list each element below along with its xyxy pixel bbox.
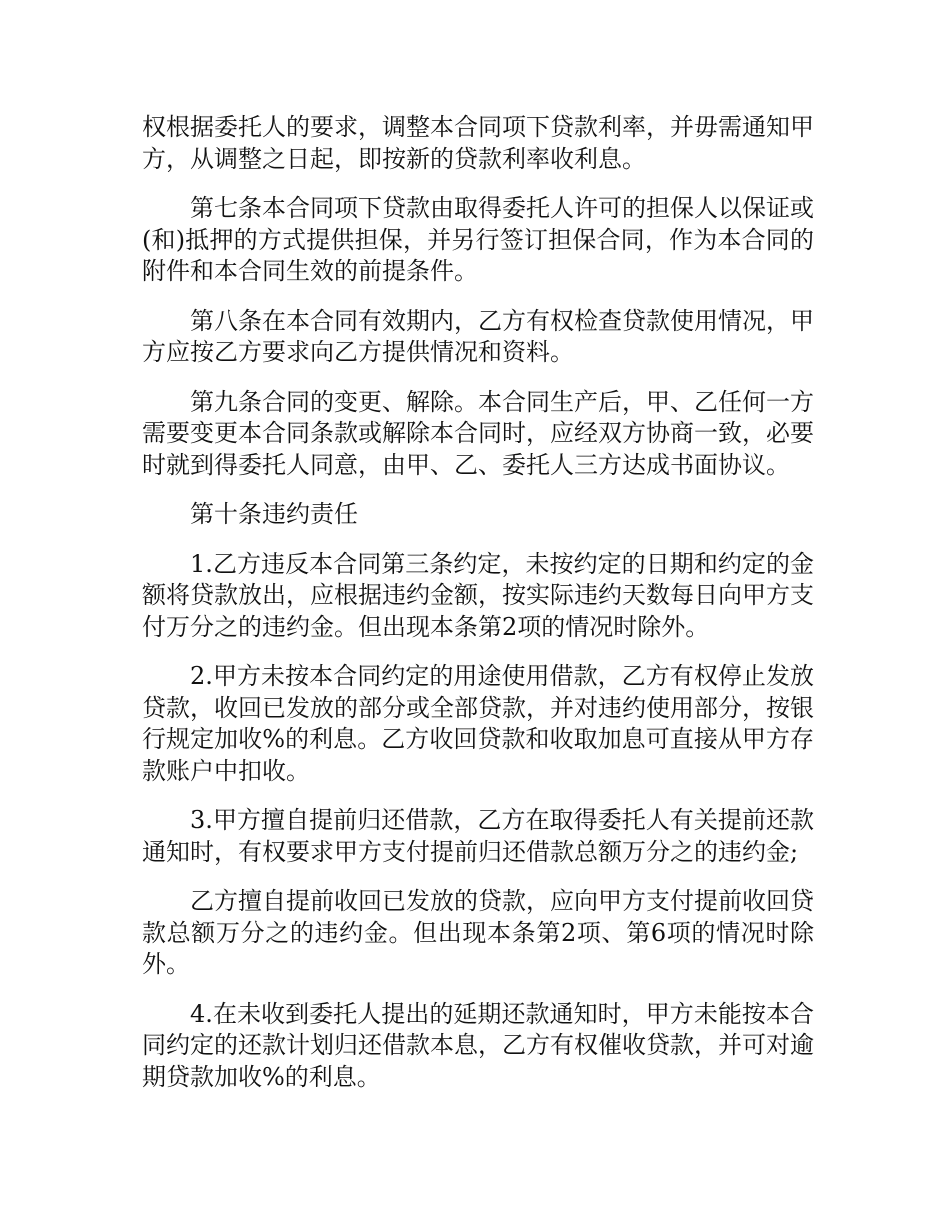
paragraph-item-4: 4.在未收到委托人提出的延期还款通知时，甲方未能按本合同约定的还款计划归还借款本息，乙方有权催收贷款，并可对逾期贷款加收%的利息。 (142, 999, 814, 1091)
paragraph-article-8: 第八条在本合同有效期内，乙方有权检查贷款使用情况，甲方应按乙方要求向乙方提供情况和资料。 (142, 306, 814, 366)
paragraph-article-9: 第九条合同的变更、解除。本合同生产后，甲、乙任何一方需要变更本合同条款或解除本合同时，应经双方协商一致，必要时就到得委托人同意，由甲、乙、委托人三方达成书面协议。 (142, 387, 814, 479)
paragraph-item-3: 3.甲方擅自提前归还借款，乙方在取得委托人有关提前还款通知时，有权要求甲方支付提前归还借款总额万分之的违约金; (142, 806, 814, 866)
paragraph-item-1: 1.乙方违反本合同第三条约定，未按约定的日期和约定的金额将贷款放出，应根据违约金额，按实际违约天数每日向甲方支付万分之的违约金。但出现本条第2项的情况时除外。 (142, 549, 814, 641)
paragraph-item-2: 2.甲方未按本合同约定的用途使用借款，乙方有权停止发放贷款，收回已发放的部分或全部贷款，并对违约使用部分，按银行规定加收%的利息。乙方收回贷款和收取加息可直接从甲方存款账户中扣收。 (142, 662, 814, 785)
paragraph-continuation: 权根据委托人的要求，调整本合同项下贷款利率，并毋需通知甲方，从调整之日起，即按新的贷款利率收利息。 (142, 113, 814, 173)
paragraph-item-3-continued: 乙方擅自提前收回已发放的贷款，应向甲方支付提前收回贷款总额万分之的违约金。但出现本条第2项、第6项的情况时除外。 (142, 887, 814, 978)
paragraph-article-10-heading: 第十条违约责任 (190, 500, 358, 528)
document-body (142, 112, 814, 1111)
paragraph-article-7: 第七条本合同项下贷款由取得委托人许可的担保人以保证或(和)抵押的方式提供担保，并另行签订担保合同，作为本合同的附件和本合同生效的前提条件。 (142, 194, 814, 285)
